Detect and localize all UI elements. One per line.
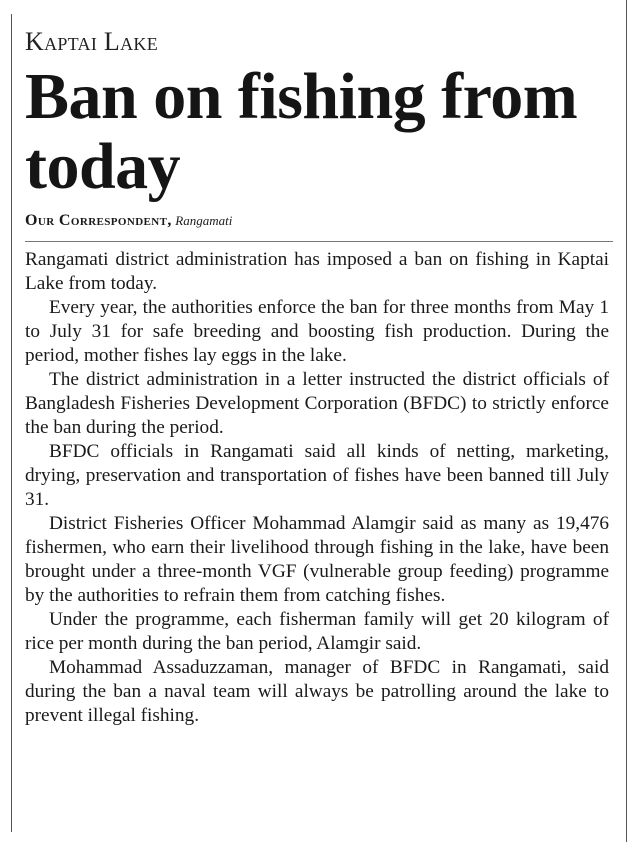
paragraph-2: Every year, the authorities enforce the ban for three months from May 1 to July 31 for safe breeding and boosting fish production. During the period, mother fishes lay eggs in the lake. bbox=[25, 297, 609, 366]
byline-correspondent: Our Correspondent, bbox=[25, 212, 172, 229]
paragraph-6: Under the programme, each fisherman family will get 20 kilogram of rice per month during the ban period, Alamgir said. bbox=[25, 609, 609, 654]
paragraph-5: District Fisheries Officer Mohammad Alamgir said as many as 19,476 fishermen, who earn their livelihood through fishing in the lake, have been brought under a three-month VGF (vulnerable group feeding) programme by the authorities to refrain them from catching fishes. bbox=[25, 513, 609, 606]
column-rule-right bbox=[626, 0, 627, 842]
byline-location: Rangamati bbox=[175, 213, 233, 228]
byline-divider bbox=[25, 241, 613, 242]
paragraph-3: The district administration in a letter instructed the district officials of Bangladesh Fisheries Development Corporation (BFDC) to strictly enforce the ban during the period. bbox=[25, 369, 609, 438]
news-article bbox=[25, 22, 613, 728]
article-headline: Ban on fishing from today bbox=[25, 60, 578, 203]
article-byline bbox=[25, 212, 613, 230]
paragraph-4: BFDC officials in Rangamati said all kinds of netting, marketing, drying, preservation and transportation of fishes have been banned till July 31. bbox=[25, 441, 609, 510]
article-body bbox=[25, 248, 609, 728]
paragraph-1: Rangamati district administration has imposed a ban on fishing in Kaptai Lake from today. bbox=[25, 249, 609, 294]
article-kicker: Kaptai Lake bbox=[25, 27, 159, 56]
column-rule-left bbox=[11, 14, 12, 832]
paragraph-7: Mohammad Assaduzzaman, manager of BFDC in Rangamati, said during the ban a naval team will always be patrolling around the lake to prevent illegal fishing. bbox=[25, 657, 609, 726]
